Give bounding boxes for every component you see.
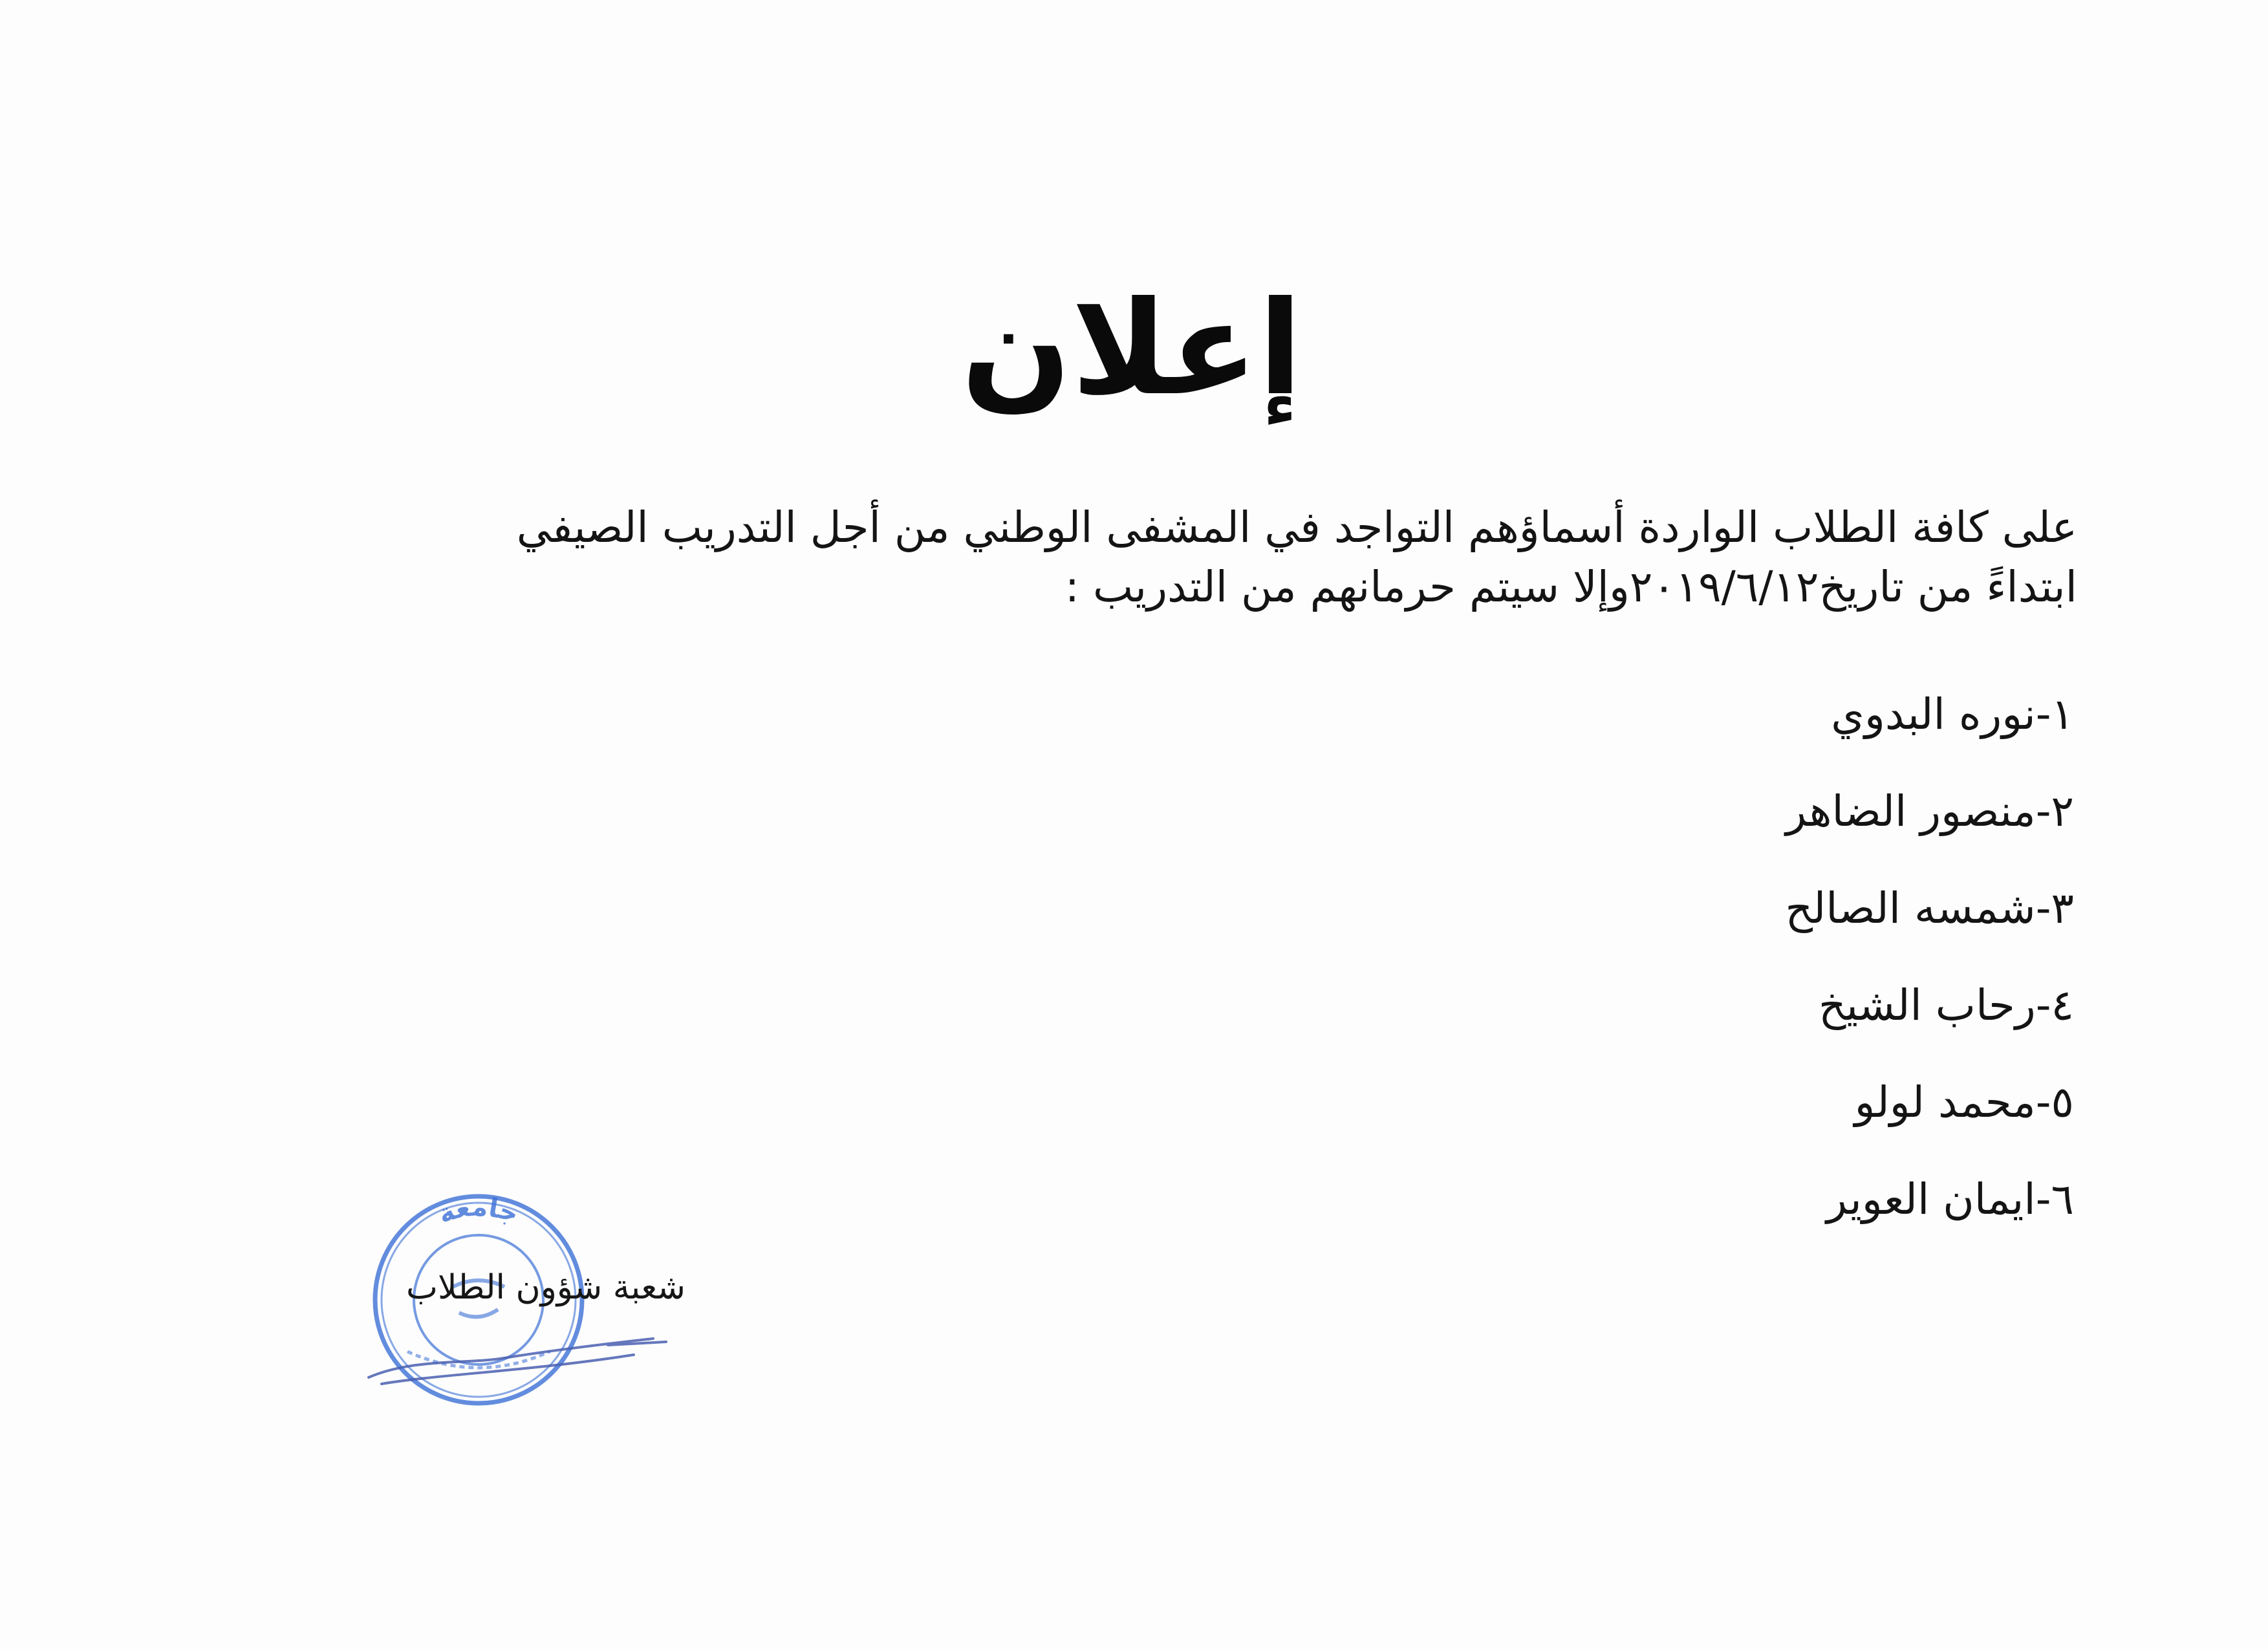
list-item: ٣-شمسه الصالح: [1785, 883, 2074, 933]
svg-text:جامعة: [435, 1192, 523, 1230]
stamp-text: جامعة: [434, 1192, 523, 1230]
signature-office: شعبة شؤون الطلاب: [406, 1268, 686, 1307]
student-list: [1786, 682, 2074, 1264]
list-item: ١-نوره البدوي: [1831, 689, 2074, 739]
list-item: ٥-محمد لولو: [1854, 1077, 2074, 1127]
list-item: ٦-ايمان العوير: [1826, 1174, 2074, 1224]
body-line-1: على كافة الطلاب الواردة أسماؤهم التواجد في المشفى الوطني من أجل التدريب الصيفي: [516, 502, 2077, 552]
announcement-body: [234, 498, 2077, 617]
body-line-2: ابتداءً من تاريخ٢٠١٩/٦/١٢وإلا سيتم حرمانهم من التدريب :: [1064, 562, 2077, 612]
signature-scribble: [362, 1319, 673, 1397]
page-title: إعلان: [961, 274, 1302, 424]
signature-block: [362, 1183, 698, 1429]
list-item: ٤-رحاب الشيخ: [1818, 980, 2074, 1030]
list-item: ٢-منصور الضاهر: [1786, 786, 2074, 836]
